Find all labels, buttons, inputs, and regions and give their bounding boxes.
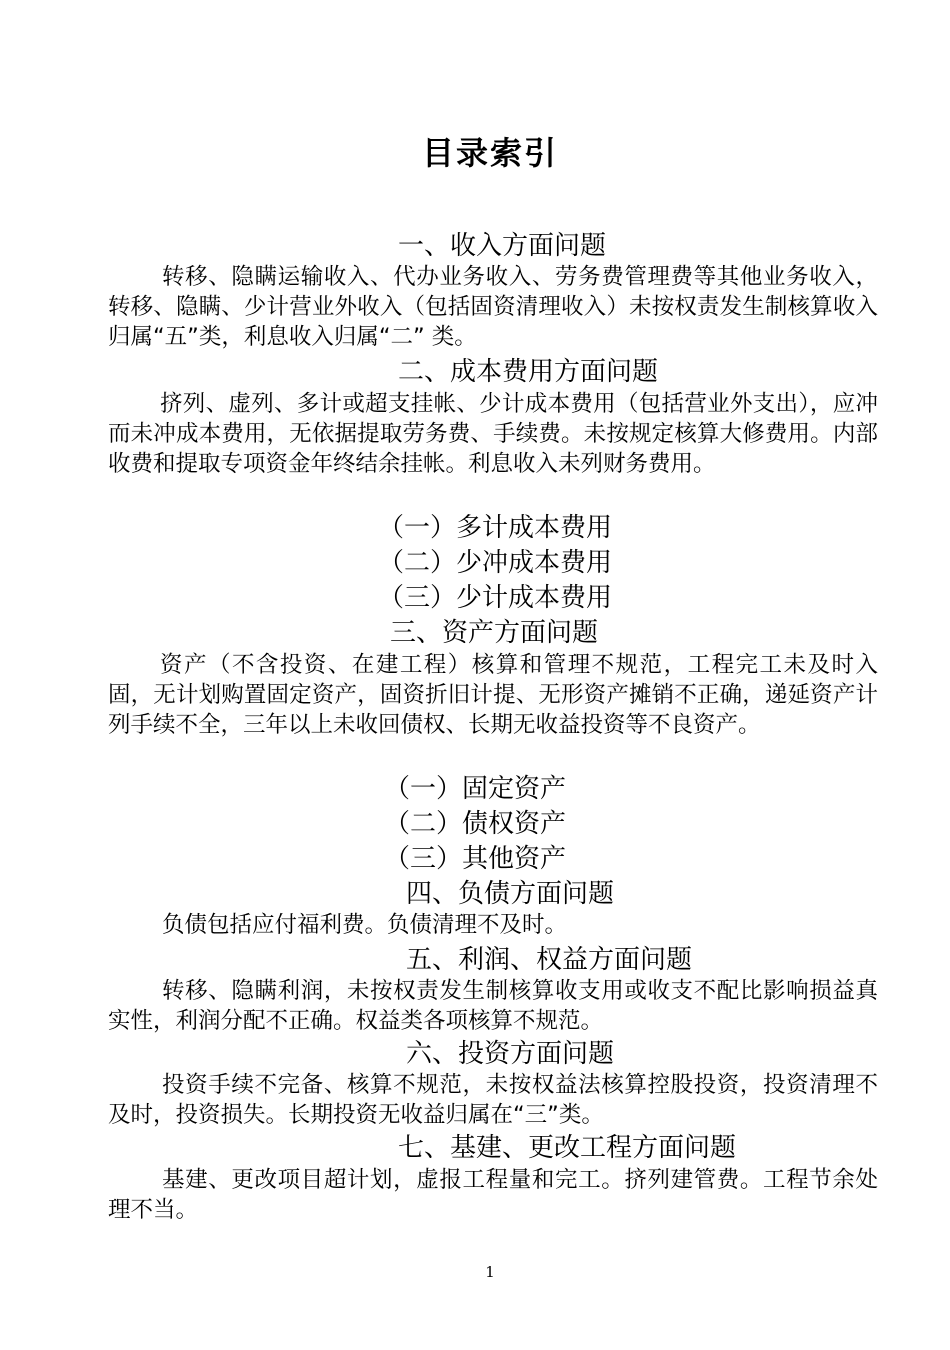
- section-body-liabilities: 负债包括应付福利费。负债清理不及时。: [162, 912, 568, 938]
- page-number: 1: [485, 1263, 495, 1281]
- section-heading-cost: 二、成本费用方面问题: [398, 357, 659, 387]
- subsection-cost-1: （一）多计成本费用: [378, 513, 613, 543]
- section-heading-assets: 三、资产方面问题: [390, 618, 599, 648]
- section-body-cost: 挤列、虚列、多计或超支挂帐、少计成本费用（包括营业外支出），应冲而未冲成本费用，无依据提取劳务费、手续费。未按规定核算大修费用。内部收费和提取专项资金年终结余挂帐。利息收入未列财务费用。: [108, 391, 878, 477]
- section-body-construction: 基建、更改项目超计划，虚报工程量和完工。挤列建管费。工程节余处理不当。: [108, 1167, 878, 1223]
- subsection-assets-1: （一）固定资产: [384, 774, 567, 804]
- subsection-assets-3: （三）其他资产: [384, 844, 567, 874]
- section-body-profit: 转移、隐瞒利润，未按权责发生制核算收支用或收支不配比影响损益真实性，利润分配不正确。权益类各项核算不规范。: [108, 978, 878, 1034]
- document-title: 目录索引: [421, 134, 558, 172]
- subsection-cost-2: （二）少冲成本费用: [378, 548, 613, 578]
- subsection-assets-2: （二）债权资产: [384, 809, 567, 839]
- section-heading-investment: 六、投资方面问题: [406, 1039, 615, 1069]
- section-body-assets: 资产（不含投资、在建工程）核算和管理不规范，工程完工未及时入固，无计划购置固定资产，固资折旧计提、无形资产摊销不正确，递延资产计列手续不全，三年以上未收回债权、长期无收益投资等不良资产。: [108, 652, 878, 738]
- section-heading-construction: 七、基建、更改工程方面问题: [398, 1133, 737, 1163]
- section-heading-income: 一、收入方面问题: [398, 231, 607, 261]
- section-heading-profit: 五、利润、权益方面问题: [406, 945, 693, 975]
- section-heading-liabilities: 四、负债方面问题: [406, 879, 615, 909]
- section-body-investment: 投资手续不完备、核算不规范，未按权益法核算控股投资，投资清理不及时，投资损失。长期投资无收益归属在“三”类。: [108, 1072, 878, 1128]
- subsection-cost-3: （三）少计成本费用: [378, 583, 613, 613]
- section-body-income: 转移、隐瞒运输收入、代办业务收入、劳务费管理费等其他业务收入，转移、隐瞒、少计营业外收入（包括固资清理收入）未按权责发生制核算收入归属“五”类，利息收入归属“二” 类。: [108, 264, 878, 350]
